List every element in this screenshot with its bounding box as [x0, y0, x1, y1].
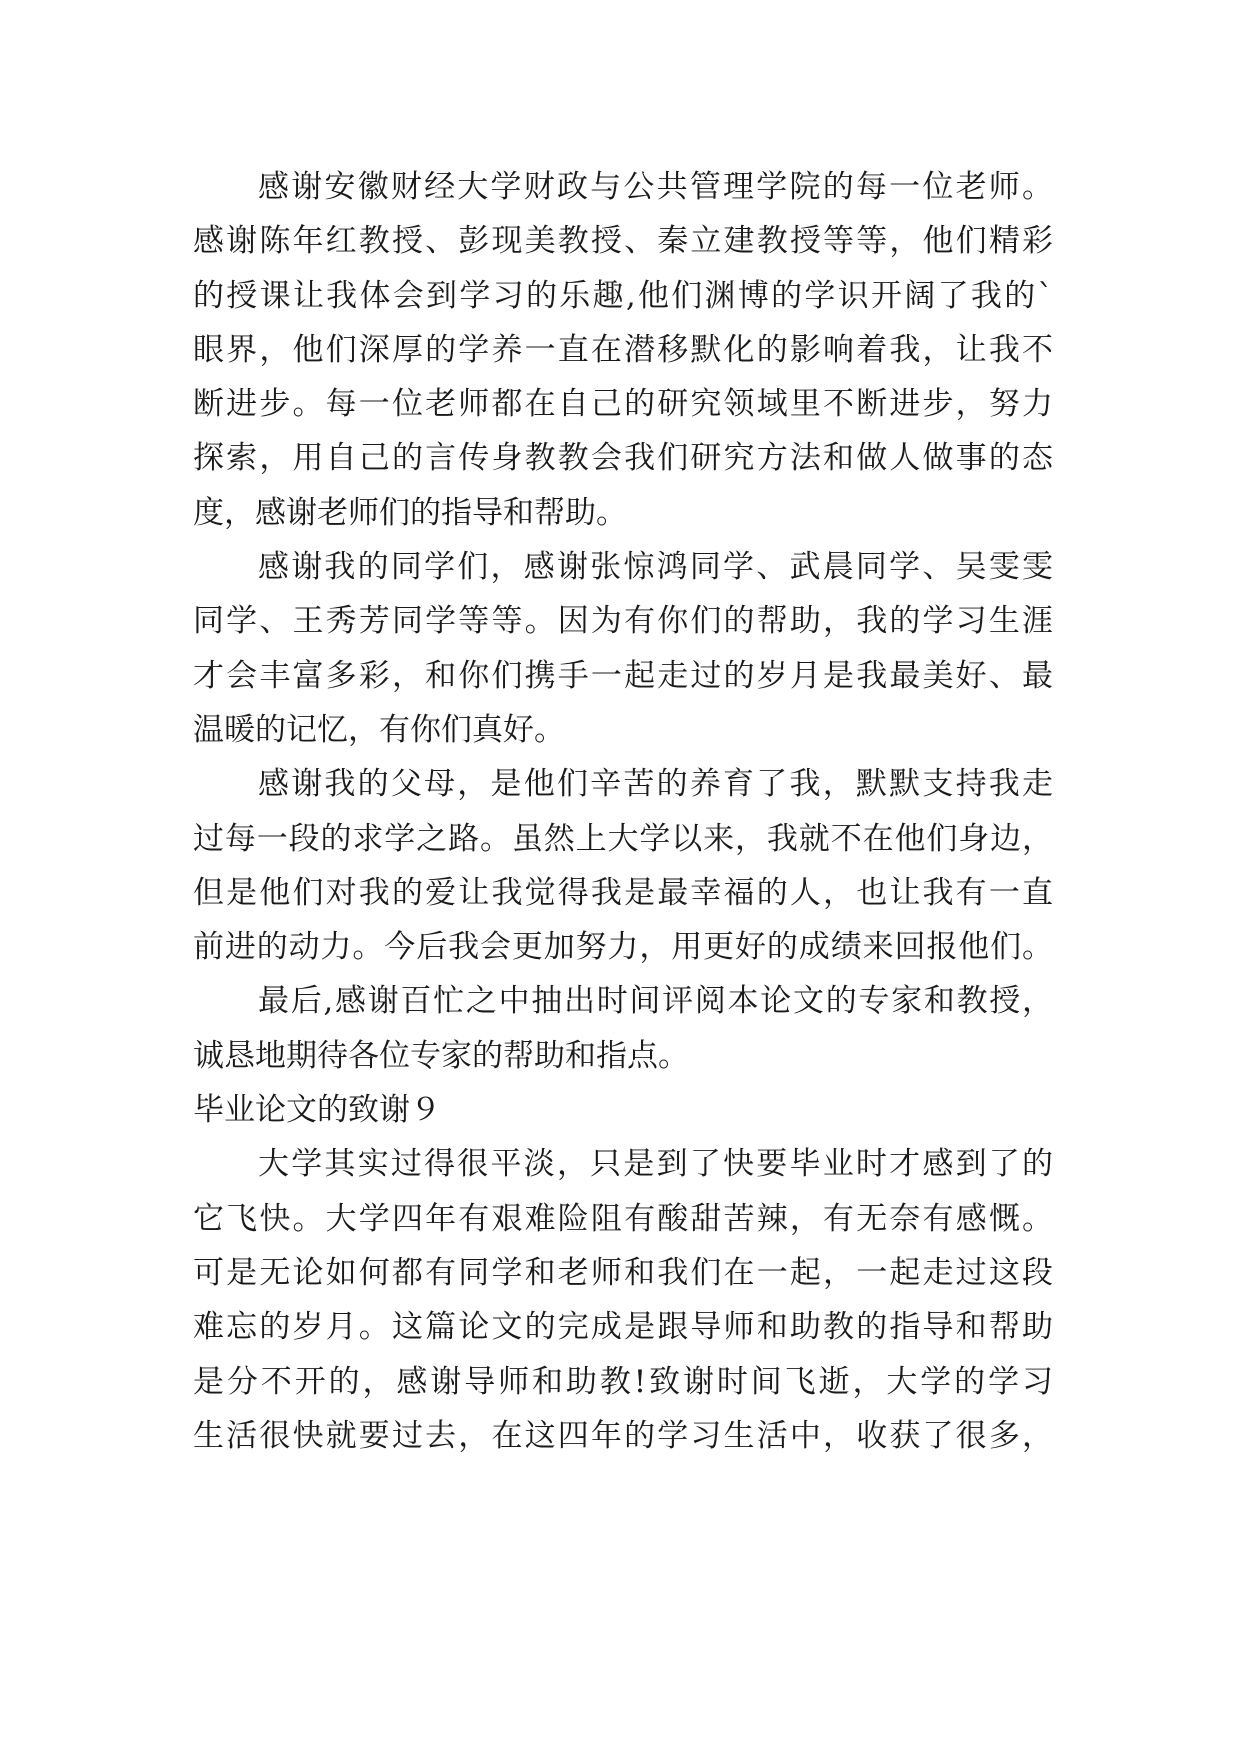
text-line: 感谢安徽财经大学财政与公共管理学院的每一位老师。	[258, 169, 1053, 205]
text-line: 是分不开的，感谢导师和助教!致谢时间飞逝，大学的学习	[193, 1363, 1053, 1400]
text-line: 感谢陈年红教授、彭现美教授、秦立建教授等等，他们精彩	[193, 223, 1053, 260]
text-line: 感谢我的父母，是他们辛苦的养育了我，默默支持我走	[258, 766, 1053, 803]
text-line: 同学、王秀芳同学等等。因为有你们的帮助，我的学习生涯	[193, 603, 1053, 640]
text-line: 难忘的岁月。这篇论文的完成是跟导师和助教的指导和帮助	[193, 1309, 1053, 1346]
text-line: 大学其实过得很平淡，只是到了快要毕业时才感到了的	[258, 1146, 1053, 1183]
text-line: 过每一段的求学之路。虽然上大学以来，我就不在他们身边，	[193, 820, 1053, 857]
text-line: 探索，用自己的言传身教教会我们研究方法和做人做事的态	[193, 440, 1053, 477]
text-line: 感谢我的同学们，感谢张惊鸿同学、武晨同学、吴雯雯	[258, 549, 1053, 586]
text-line: 可是无论如何都有同学和老师和我们在一起，一起走过这段	[193, 1254, 1053, 1291]
text-line: 生活很快就要过去，在这四年的学习生活中，收获了很多，	[193, 1417, 1053, 1454]
text-line: 温暖的记忆，有你们真好。	[193, 711, 565, 748]
text-line: 但是他们对我的爱让我觉得我是最幸福的人，也让我有一直	[193, 874, 1053, 911]
text-line: 的授课让我体会到学习的乐趣,他们渊博的学识开阔了我的`	[193, 277, 1053, 314]
text-line: 眼界，他们深厚的学养一直在潜移默化的影响着我，让我不	[193, 331, 1053, 368]
document-body	[193, 160, 1053, 1463]
text-line: 它飞快。大学四年有艰难险阻有酸甜苦辣，有无奈有感慨。	[193, 1200, 1053, 1237]
text-line: 度，感谢老师们的指导和帮助。	[193, 494, 627, 531]
text-line: 断进步。每一位老师都在自己的研究领域里不断进步，努力	[193, 386, 1053, 423]
text-line: 最后,感谢百忙之中抽出时间评阅本论文的专家和教授，	[258, 983, 1053, 1020]
text-line: 才会丰富多彩，和你们携手一起走过的岁月是我最美好、最	[193, 657, 1053, 694]
text-line: 前进的动力。今后我会更加努力，用更好的成绩来回报他们。	[193, 929, 1053, 966]
text-line: 诚恳地期待各位专家的帮助和指点。	[193, 1037, 689, 1074]
section-heading: 毕业论文的致谢９	[193, 1092, 441, 1129]
